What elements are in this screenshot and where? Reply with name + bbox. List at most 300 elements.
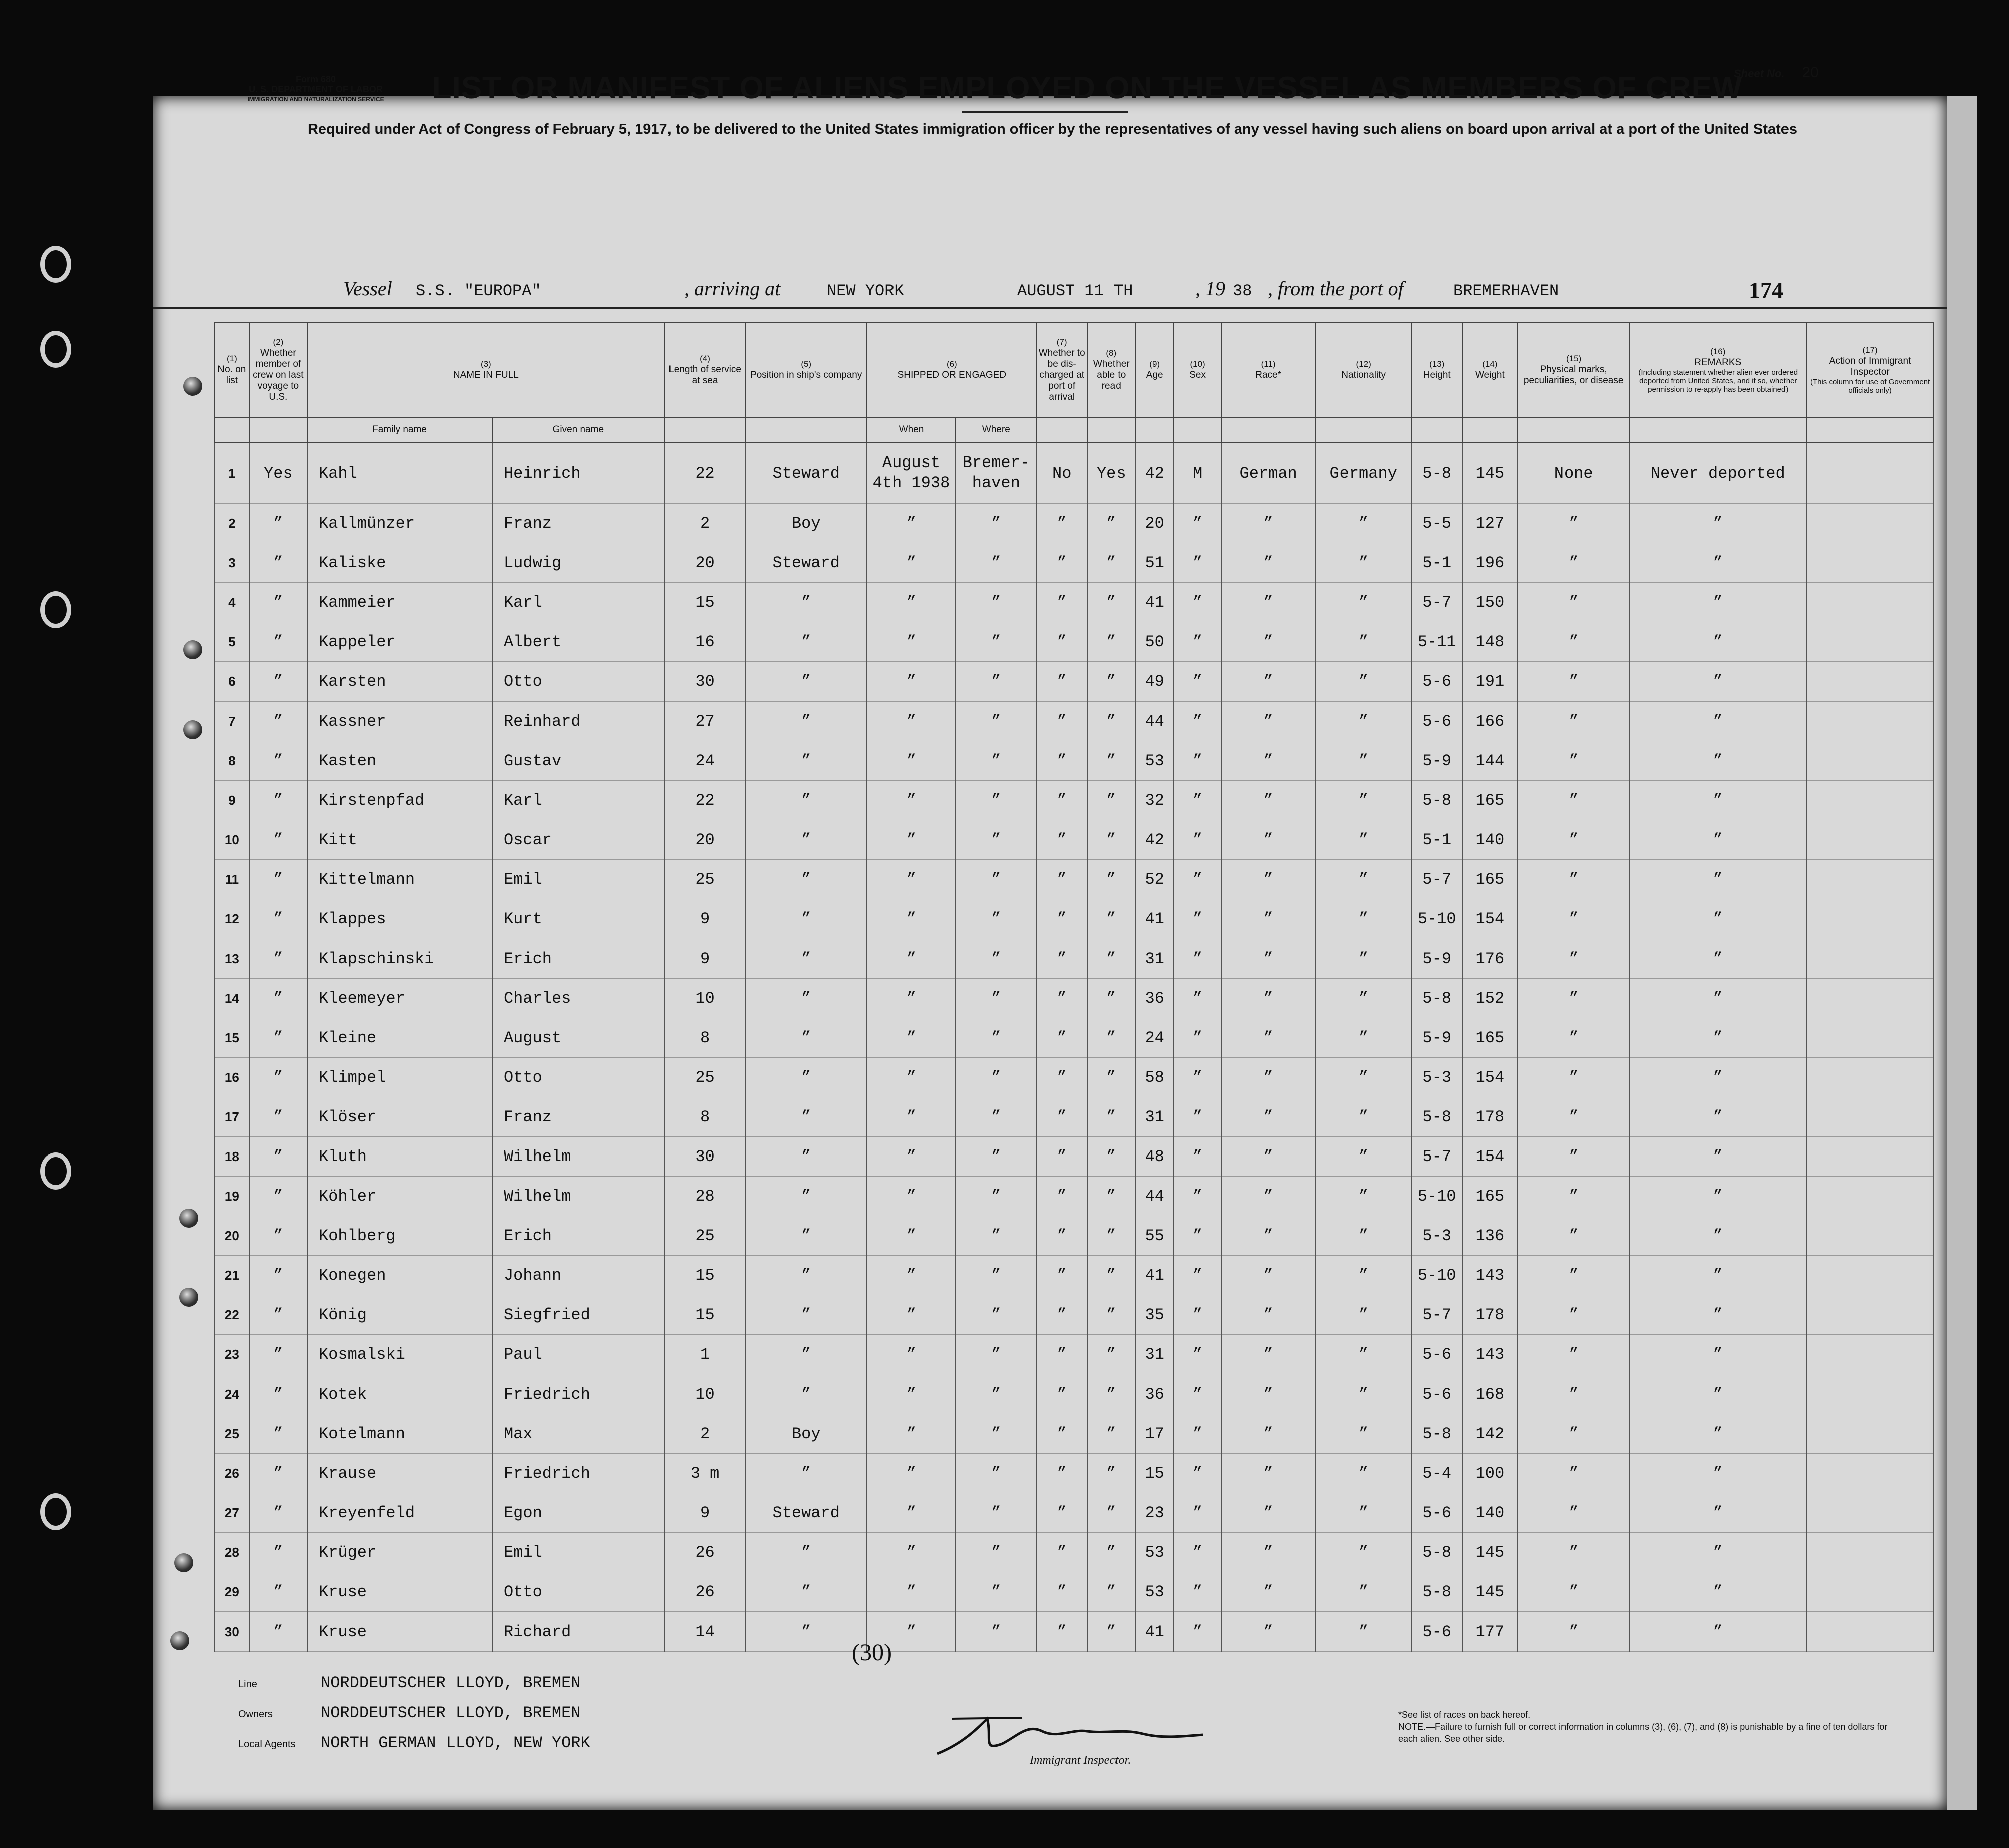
- given-name-cell: Emil: [492, 860, 664, 899]
- action-cell: [1807, 979, 1933, 1018]
- remarks-cell: ”: [1629, 1533, 1807, 1572]
- remarks-cell: ”: [1629, 1295, 1807, 1335]
- family-name-cell: König: [307, 1295, 492, 1335]
- given-name-cell: Wilhelm: [492, 1177, 664, 1216]
- vessel-label: Vessel: [343, 277, 392, 300]
- race-cell: ”: [1222, 702, 1315, 741]
- owners-value: NORDDEUTSCHER LLOYD, BREMEN: [321, 1704, 581, 1722]
- nationality-cell: ”: [1315, 1414, 1412, 1454]
- nationality-cell: ”: [1315, 979, 1412, 1018]
- marks-cell: ”: [1518, 1493, 1629, 1533]
- action-cell: [1807, 939, 1933, 979]
- marks-cell: ”: [1518, 622, 1629, 662]
- race-cell: ”: [1222, 1295, 1315, 1335]
- row-number: 1: [214, 442, 249, 504]
- last-voyage-cell: ”: [249, 622, 307, 662]
- row-number: 17: [214, 1097, 249, 1137]
- marks-cell: ”: [1518, 1137, 1629, 1177]
- given-name-cell: August: [492, 1018, 664, 1058]
- col-service-header: (4) Length of service at sea: [664, 322, 746, 417]
- weight-cell: 148: [1462, 622, 1518, 662]
- shipped-where-cell: ”: [956, 1572, 1037, 1612]
- shipped-when-cell: ”: [867, 820, 956, 860]
- family-name-cell: Kahl: [307, 442, 492, 504]
- col-sex-header: (10) Sex: [1174, 322, 1222, 417]
- last-voyage-cell: ”: [249, 662, 307, 702]
- race-cell: ”: [1222, 741, 1315, 781]
- discharged-cell: ”: [1037, 1256, 1087, 1295]
- read-cell: ”: [1087, 741, 1136, 781]
- table-row: [214, 1177, 1933, 1216]
- discharged-cell: ”: [1037, 1493, 1087, 1533]
- age-cell: 31: [1136, 939, 1174, 979]
- last-voyage-cell: ”: [249, 1018, 307, 1058]
- last-voyage-cell: ”: [249, 899, 307, 939]
- remarks-cell: ”: [1629, 1612, 1807, 1652]
- remarks-cell: ”: [1629, 1414, 1807, 1454]
- weight-cell: 178: [1462, 1097, 1518, 1137]
- service-cell: 8: [664, 1018, 746, 1058]
- sex-cell: ”: [1174, 781, 1222, 820]
- shipped-where-cell: ”: [956, 1216, 1037, 1256]
- read-cell: ”: [1087, 1137, 1136, 1177]
- marks-cell: ”: [1518, 860, 1629, 899]
- service-cell: 10: [664, 979, 746, 1018]
- sex-cell: ”: [1174, 899, 1222, 939]
- table-row: [214, 1018, 1933, 1058]
- shipped-when-cell: ”: [867, 662, 956, 702]
- table-row: [214, 583, 1933, 622]
- weight-cell: 165: [1462, 1177, 1518, 1216]
- family-name-cell: Krüger: [307, 1533, 492, 1572]
- action-cell: [1807, 504, 1933, 543]
- nationality-cell: ”: [1315, 939, 1412, 979]
- weight-cell: 154: [1462, 899, 1518, 939]
- weight-cell: 100: [1462, 1454, 1518, 1493]
- read-cell: ”: [1087, 543, 1136, 583]
- marks-cell: ”: [1518, 1533, 1629, 1572]
- col-nationality-header: (12) Nationality: [1315, 322, 1412, 417]
- given-name-cell: Gustav: [492, 741, 664, 781]
- shipped-where-cell: ”: [956, 702, 1037, 741]
- table-row: [214, 1335, 1933, 1374]
- shipped-when-cell: ”: [867, 860, 956, 899]
- weight-cell: 165: [1462, 860, 1518, 899]
- given-name-cell: Heinrich: [492, 442, 664, 504]
- service-cell: 27: [664, 702, 746, 741]
- table-row: [214, 1137, 1933, 1177]
- fine-note: NOTE.—Failure to furnish full or correct information in columns (3), (6), (7), and (8) is punishable by a fine of ten dollars for each alien. See other side.: [1398, 1722, 1888, 1744]
- last-voyage-cell: ”: [249, 702, 307, 741]
- family-name-cell: Kasten: [307, 741, 492, 781]
- shipped-where-cell: ”: [956, 1177, 1037, 1216]
- action-cell: [1807, 1058, 1933, 1097]
- weight-cell: 143: [1462, 1335, 1518, 1374]
- table-row: [214, 1256, 1933, 1295]
- table-row: [214, 1454, 1933, 1493]
- height-cell: 5-3: [1412, 1058, 1462, 1097]
- height-cell: 5-8: [1412, 1533, 1462, 1572]
- service-cell: 15: [664, 1256, 746, 1295]
- position-cell: ”: [745, 1018, 867, 1058]
- shipped-where-cell: ”: [956, 1454, 1037, 1493]
- race-cell: ”: [1222, 781, 1315, 820]
- service-cell: 1: [664, 1335, 746, 1374]
- race-cell: ”: [1222, 939, 1315, 979]
- shipped-when-cell: ”: [867, 899, 956, 939]
- family-name-cell: Kallmünzer: [307, 504, 492, 543]
- read-cell: ”: [1087, 1572, 1136, 1612]
- col-last-voyage-header: (2) Whether member of crew on last voyage to U.S.: [249, 322, 307, 417]
- table-row: [214, 979, 1933, 1018]
- service-cell: 15: [664, 583, 746, 622]
- last-voyage-cell: ”: [249, 1374, 307, 1414]
- shipped-where-cell: ”: [956, 1097, 1037, 1137]
- col-no-header: (1) No. on list: [214, 322, 249, 417]
- shipped-where-cell: ”: [956, 781, 1037, 820]
- race-cell: ”: [1222, 820, 1315, 860]
- family-name-cell: Karsten: [307, 662, 492, 702]
- read-cell: ”: [1087, 1295, 1136, 1335]
- shipped-where-cell: ”: [956, 979, 1037, 1018]
- marks-cell: None: [1518, 442, 1629, 504]
- last-voyage-cell: ”: [249, 583, 307, 622]
- family-name-cell: Kotelmann: [307, 1414, 492, 1454]
- read-cell: ”: [1087, 899, 1136, 939]
- family-name-cell: Kitt: [307, 820, 492, 860]
- shipped-where-cell: ”: [956, 543, 1037, 583]
- shipped-when-cell: ”: [867, 1018, 956, 1058]
- nationality-cell: ”: [1315, 860, 1412, 899]
- position-cell: ”: [745, 1374, 867, 1414]
- action-cell: [1807, 1493, 1933, 1533]
- arrival-port: NEW YORK: [827, 282, 904, 300]
- table-row: [214, 543, 1933, 583]
- row-number: 22: [214, 1295, 249, 1335]
- age-cell: 17: [1136, 1414, 1174, 1454]
- shipped-where-cell: ”: [956, 1414, 1037, 1454]
- shipped-when-cell: ”: [867, 1374, 956, 1414]
- remarks-cell: ”: [1629, 899, 1807, 939]
- race-cell: ”: [1222, 1414, 1315, 1454]
- marks-cell: ”: [1518, 1454, 1629, 1493]
- marks-cell: ”: [1518, 583, 1629, 622]
- service-cell: 15: [664, 1295, 746, 1335]
- family-name-cell: Kaliske: [307, 543, 492, 583]
- shipped-where-cell: ”: [956, 939, 1037, 979]
- last-voyage-cell: ”: [249, 1295, 307, 1335]
- read-cell: ”: [1087, 1414, 1136, 1454]
- nationality-cell: ”: [1315, 1612, 1412, 1652]
- age-cell: 36: [1136, 1374, 1174, 1414]
- given-name-cell: Erich: [492, 939, 664, 979]
- shipped-where-cell: ”: [956, 741, 1037, 781]
- service-cell: 2: [664, 504, 746, 543]
- table-row: [214, 1533, 1933, 1572]
- action-cell: [1807, 662, 1933, 702]
- read-cell: ”: [1087, 939, 1136, 979]
- shipped-where-cell: ”: [956, 1533, 1037, 1572]
- row-number: 11: [214, 860, 249, 899]
- race-cell: ”: [1222, 543, 1315, 583]
- family-name-cell: Kittelmann: [307, 860, 492, 899]
- sex-cell: ”: [1174, 1295, 1222, 1335]
- table-row: [214, 939, 1933, 979]
- form-number: Form 680: [295, 74, 336, 84]
- marks-cell: ”: [1518, 1018, 1629, 1058]
- given-name-cell: Albert: [492, 622, 664, 662]
- binder-hole: [40, 331, 71, 368]
- row-number: 19: [214, 1177, 249, 1216]
- action-cell: [1807, 1414, 1933, 1454]
- age-cell: 36: [1136, 979, 1174, 1018]
- height-cell: 5-6: [1412, 1335, 1462, 1374]
- discharged-cell: ”: [1037, 622, 1087, 662]
- table-row: [214, 1374, 1933, 1414]
- remarks-cell: ”: [1629, 662, 1807, 702]
- given-name-cell: Richard: [492, 1612, 664, 1652]
- service-cell: 2: [664, 1414, 746, 1454]
- sex-cell: ”: [1174, 1097, 1222, 1137]
- nationality-cell: ”: [1315, 702, 1412, 741]
- when-subheader: When: [867, 417, 956, 442]
- age-cell: 41: [1136, 1612, 1174, 1652]
- position-cell: ”: [745, 1335, 867, 1374]
- table-row: [214, 662, 1933, 702]
- sex-cell: ”: [1174, 622, 1222, 662]
- position-cell: ”: [745, 741, 867, 781]
- given-name-cell: Emil: [492, 1533, 664, 1572]
- shipped-where-cell: ”: [956, 583, 1037, 622]
- marks-cell: ”: [1518, 1097, 1629, 1137]
- discharged-cell: ”: [1037, 1295, 1087, 1335]
- race-cell: ”: [1222, 1137, 1315, 1177]
- action-cell: [1807, 1572, 1933, 1612]
- service-cell: 25: [664, 1216, 746, 1256]
- nationality-cell: ”: [1315, 1058, 1412, 1097]
- age-cell: 23: [1136, 1493, 1174, 1533]
- service-cell: 9: [664, 899, 746, 939]
- last-voyage-cell: ”: [249, 1177, 307, 1216]
- service-cell: 20: [664, 543, 746, 583]
- age-cell: 53: [1136, 1533, 1174, 1572]
- nationality-cell: ”: [1315, 1493, 1412, 1533]
- sex-cell: ”: [1174, 1018, 1222, 1058]
- row-number: 9: [214, 781, 249, 820]
- read-cell: ”: [1087, 1097, 1136, 1137]
- action-cell: [1807, 1256, 1933, 1295]
- race-cell: ”: [1222, 1097, 1315, 1137]
- inspector-label: Immigrant Inspector.: [1030, 1754, 1131, 1767]
- race-cell: ”: [1222, 1374, 1315, 1414]
- shipped-when-cell: ”: [867, 1533, 956, 1572]
- family-name-cell: Kluth: [307, 1137, 492, 1177]
- action-cell: [1807, 622, 1933, 662]
- line-value: NORDDEUTSCHER LLOYD, BREMEN: [321, 1674, 581, 1692]
- age-cell: 42: [1136, 820, 1174, 860]
- family-name-cell: Kappeler: [307, 622, 492, 662]
- nationality-cell: ”: [1315, 1216, 1412, 1256]
- shipped-when-cell: ”: [867, 1612, 956, 1652]
- action-cell: [1807, 1216, 1933, 1256]
- discharged-cell: ”: [1037, 1612, 1087, 1652]
- race-cell: ”: [1222, 504, 1315, 543]
- shipped-when-cell: ”: [867, 1216, 956, 1256]
- discharged-cell: ”: [1037, 543, 1087, 583]
- remarks-cell: ”: [1629, 741, 1807, 781]
- marks-cell: ”: [1518, 1612, 1629, 1652]
- read-cell: ”: [1087, 1493, 1136, 1533]
- discharged-cell: No: [1037, 442, 1087, 504]
- read-cell: Yes: [1087, 442, 1136, 504]
- nationality-cell: Germany: [1315, 442, 1412, 504]
- height-cell: 5-8: [1412, 781, 1462, 820]
- discharged-cell: ”: [1037, 741, 1087, 781]
- row-number: 24: [214, 1374, 249, 1414]
- action-cell: [1807, 1018, 1933, 1058]
- race-cell: ”: [1222, 979, 1315, 1018]
- age-cell: 50: [1136, 622, 1174, 662]
- remarks-cell: ”: [1629, 1018, 1807, 1058]
- from-port-label: , from the port of: [1268, 277, 1404, 300]
- read-cell: ”: [1087, 1612, 1136, 1652]
- discharged-cell: ”: [1037, 939, 1087, 979]
- col-race-header: (11) Race*: [1222, 322, 1315, 417]
- nationality-cell: ”: [1315, 504, 1412, 543]
- service-cell: 28: [664, 1177, 746, 1216]
- table-row: [214, 741, 1933, 781]
- read-cell: ”: [1087, 504, 1136, 543]
- sex-cell: M: [1174, 442, 1222, 504]
- shipped-where-cell: ”: [956, 504, 1037, 543]
- races-note: *See list of races on back hereof.: [1398, 1710, 1531, 1720]
- race-cell: ”: [1222, 1216, 1315, 1256]
- discharged-cell: ”: [1037, 1572, 1087, 1612]
- given-name-cell: Oscar: [492, 820, 664, 860]
- shipped-when-cell: August 4th 1938: [867, 442, 956, 504]
- shipped-where-cell: ”: [956, 820, 1037, 860]
- sex-cell: ”: [1174, 1414, 1222, 1454]
- discharged-cell: ”: [1037, 702, 1087, 741]
- service-cell: 26: [664, 1572, 746, 1612]
- family-name-cell: Klappes: [307, 899, 492, 939]
- height-cell: 5-7: [1412, 1295, 1462, 1335]
- height-cell: 5-10: [1412, 899, 1462, 939]
- race-cell: ”: [1222, 899, 1315, 939]
- shipped-when-cell: ”: [867, 1137, 956, 1177]
- shipped-where-cell: ”: [956, 860, 1037, 899]
- age-cell: 48: [1136, 1137, 1174, 1177]
- footer-note: [1398, 1709, 1899, 1745]
- manifest-grid: [153, 322, 1947, 1659]
- nationality-cell: ”: [1315, 1097, 1412, 1137]
- action-cell: [1807, 899, 1933, 939]
- position-cell: ”: [745, 1137, 867, 1177]
- row-number: 7: [214, 702, 249, 741]
- remarks-cell: ”: [1629, 1177, 1807, 1216]
- row-number: 13: [214, 939, 249, 979]
- col-action-header: (17) Action of Immigrant Inspector (This column for use of Government officials only): [1807, 322, 1933, 417]
- agents-value: NORTH GERMAN LLOYD, NEW YORK: [321, 1734, 590, 1752]
- height-cell: 5-1: [1412, 543, 1462, 583]
- shipped-when-cell: ”: [867, 1454, 956, 1493]
- last-voyage-cell: Yes: [249, 442, 307, 504]
- owners-label: Owners: [238, 1709, 273, 1720]
- where-subheader: Where: [956, 417, 1037, 442]
- vessel-rule: [153, 307, 1947, 309]
- read-cell: ”: [1087, 979, 1136, 1018]
- position-cell: ”: [745, 781, 867, 820]
- sex-cell: ”: [1174, 1216, 1222, 1256]
- sex-cell: ”: [1174, 583, 1222, 622]
- family-name-cell: Kirstenpfad: [307, 781, 492, 820]
- weight-cell: 196: [1462, 543, 1518, 583]
- weight-cell: 154: [1462, 1137, 1518, 1177]
- year-label: , 19: [1195, 277, 1225, 300]
- race-cell: ”: [1222, 662, 1315, 702]
- sex-cell: ”: [1174, 820, 1222, 860]
- weight-cell: 127: [1462, 504, 1518, 543]
- remarks-cell: ”: [1629, 1454, 1807, 1493]
- given-name-cell: Kurt: [492, 899, 664, 939]
- weight-cell: 166: [1462, 702, 1518, 741]
- service-cell: 25: [664, 1058, 746, 1097]
- nationality-cell: ”: [1315, 1256, 1412, 1295]
- sheet-number-value: 20: [1802, 64, 1819, 81]
- action-cell: [1807, 702, 1933, 741]
- height-cell: 5-6: [1412, 662, 1462, 702]
- sex-cell: ”: [1174, 1572, 1222, 1612]
- service-cell: 22: [664, 442, 746, 504]
- age-cell: 42: [1136, 442, 1174, 504]
- last-voyage-cell: ”: [249, 1137, 307, 1177]
- shipped-when-cell: ”: [867, 1493, 956, 1533]
- table-row: [214, 820, 1933, 860]
- agents-label: Local Agents: [238, 1739, 296, 1750]
- weight-cell: 177: [1462, 1612, 1518, 1652]
- marks-cell: ”: [1518, 662, 1629, 702]
- last-voyage-cell: ”: [249, 1493, 307, 1533]
- weight-cell: 145: [1462, 1572, 1518, 1612]
- age-cell: 32: [1136, 781, 1174, 820]
- sex-cell: ”: [1174, 702, 1222, 741]
- nationality-cell: ”: [1315, 1018, 1412, 1058]
- height-cell: 5-7: [1412, 583, 1462, 622]
- marks-cell: ”: [1518, 939, 1629, 979]
- nationality-cell: ”: [1315, 899, 1412, 939]
- nationality-cell: ”: [1315, 1374, 1412, 1414]
- row-number: 18: [214, 1137, 249, 1177]
- weight-cell: 165: [1462, 781, 1518, 820]
- sex-cell: ”: [1174, 860, 1222, 899]
- family-name-cell: Konegen: [307, 1256, 492, 1295]
- read-cell: ”: [1087, 662, 1136, 702]
- shipped-where-cell: ”: [956, 1137, 1037, 1177]
- discharged-cell: ”: [1037, 979, 1087, 1018]
- given-name-cell: Paul: [492, 1335, 664, 1374]
- service-cell: 20: [664, 820, 746, 860]
- shipped-when-cell: ”: [867, 1058, 956, 1097]
- position-cell: ”: [745, 939, 867, 979]
- weight-cell: 145: [1462, 442, 1518, 504]
- remarks-cell: ”: [1629, 543, 1807, 583]
- row-number: 28: [214, 1533, 249, 1572]
- marks-cell: ”: [1518, 1572, 1629, 1612]
- row-number: 6: [214, 662, 249, 702]
- weight-cell: 168: [1462, 1374, 1518, 1414]
- read-cell: ”: [1087, 1058, 1136, 1097]
- age-cell: 44: [1136, 702, 1174, 741]
